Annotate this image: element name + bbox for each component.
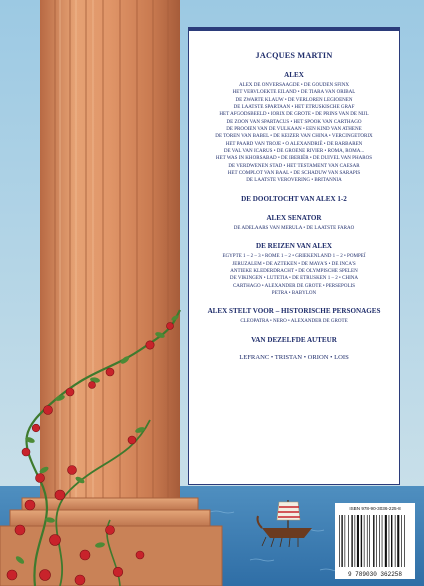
barcode-digits: 9 789030 362258 <box>347 571 403 578</box>
title-line: DE LAATSTE VEROVERING • BRITANNIA <box>246 177 342 184</box>
title-line: EGYPTE 1 – 2 – 3 • ROME 1 – 2 • GRIEKENLAND 1 – 2 • POMPEÏ <box>222 253 366 260</box>
title-line: DE LAATSTE SPARTAAN • HET ETRUSKISCHE GRAF <box>233 104 355 111</box>
section-title-senator: ALEX SENATOR <box>266 213 322 222</box>
title-line: JERUZALEM • DE AZTEKEN • DE MAYA'S • DE INCA'S <box>232 260 356 267</box>
section-title-reizen: DE REIZEN VAN ALEX <box>255 242 333 251</box>
title-line: CARTHAGO • ALEXANDER DE GROTE • PERSEPOLIS <box>232 282 356 289</box>
section-lines-senator <box>191 225 397 232</box>
title-line: DE VERDWENEN STAD • HET TESTAMENT VAN CAESAR <box>228 162 360 169</box>
author-heading: JACQUES MARTIN <box>255 51 333 60</box>
section-title-alex: ALEX <box>284 71 304 79</box>
barcode-label <box>335 503 415 579</box>
title-line: CLEOPATRA • NERO • ALEXANDER DE GROTE <box>240 318 348 325</box>
title-line: DE TOREN VAN BABEL • DE KEIZER VAN CHINA • VERCINGETORIX <box>215 133 373 140</box>
section-lines-personages <box>191 318 397 325</box>
title-line: ANTIEKE KLEDERDRACHT • DE OLYMPISCHE SPELEN <box>230 267 358 274</box>
section-lines-alex <box>191 82 397 185</box>
section-lines-reizen <box>191 253 397 297</box>
title-line: DE VIKINGEN • LUTETIA • DE ETRUSKEN 1 – 2 • CHINA <box>229 275 359 282</box>
title-line: PETRA • BABYLON <box>271 289 317 296</box>
title-line: DE VAL VAN ICARUS • DE GROENE RIVIER • ROMA, ROMA... <box>223 148 365 155</box>
title-line: HET VERVLOEKTE EILAND • DE TIARA VAN ORIBAL <box>232 89 356 96</box>
title-line: ALEX DE ONVERSAAGDE • DE GOUDEN SFINX <box>239 82 349 88</box>
title-line: HET AFGODSBEELD • IORIX DE GROTE • DE PRINS VAN DE NIJL <box>219 111 369 118</box>
section-title-auteur: VAN DEZELFDE AUTEUR <box>251 335 337 344</box>
section-title-personages: ALEX STELT VOOR – HISTORISCHE PERSONAGES <box>207 307 381 316</box>
section-title-dooltocht: DE DOOLTOCHT VAN ALEX 1-2 <box>241 194 347 203</box>
title-line: HET COMPLOT VAN BAAL • DE SCHADUW VAN SARAPIS <box>227 170 361 177</box>
title-line: DE PROOIEN VAN DE VULKAAN • EEN KIND VAN ATHENE <box>226 126 362 133</box>
barcode <box>335 513 415 579</box>
other-series-list: LEFRANC • TRISTAN • ORION • LOIS <box>239 353 349 361</box>
title-line: DE ZWARTE KLAUW • DE VERLOREN LEGIOENEN <box>235 96 353 103</box>
title-line: HET PAARD VAN TROJE • O ALEXANDRIË • DE BARBAREN <box>225 140 363 147</box>
title-line: DE ADELAARS VAN MERULA • DE LAATSTE FARAO <box>233 224 355 231</box>
title-line: HET WAS IN KHORSABAD • DE IBERIËR • DE DUIVEL VAN PHAROS <box>215 155 373 162</box>
title-list-panel <box>188 27 400 485</box>
title-line: DE ZOON VAN SPARTACUS • HET SPOOK VAN CARTHAGO <box>226 118 362 125</box>
isbn-text: ISBN 978-90-3036-225-8 <box>349 506 401 511</box>
